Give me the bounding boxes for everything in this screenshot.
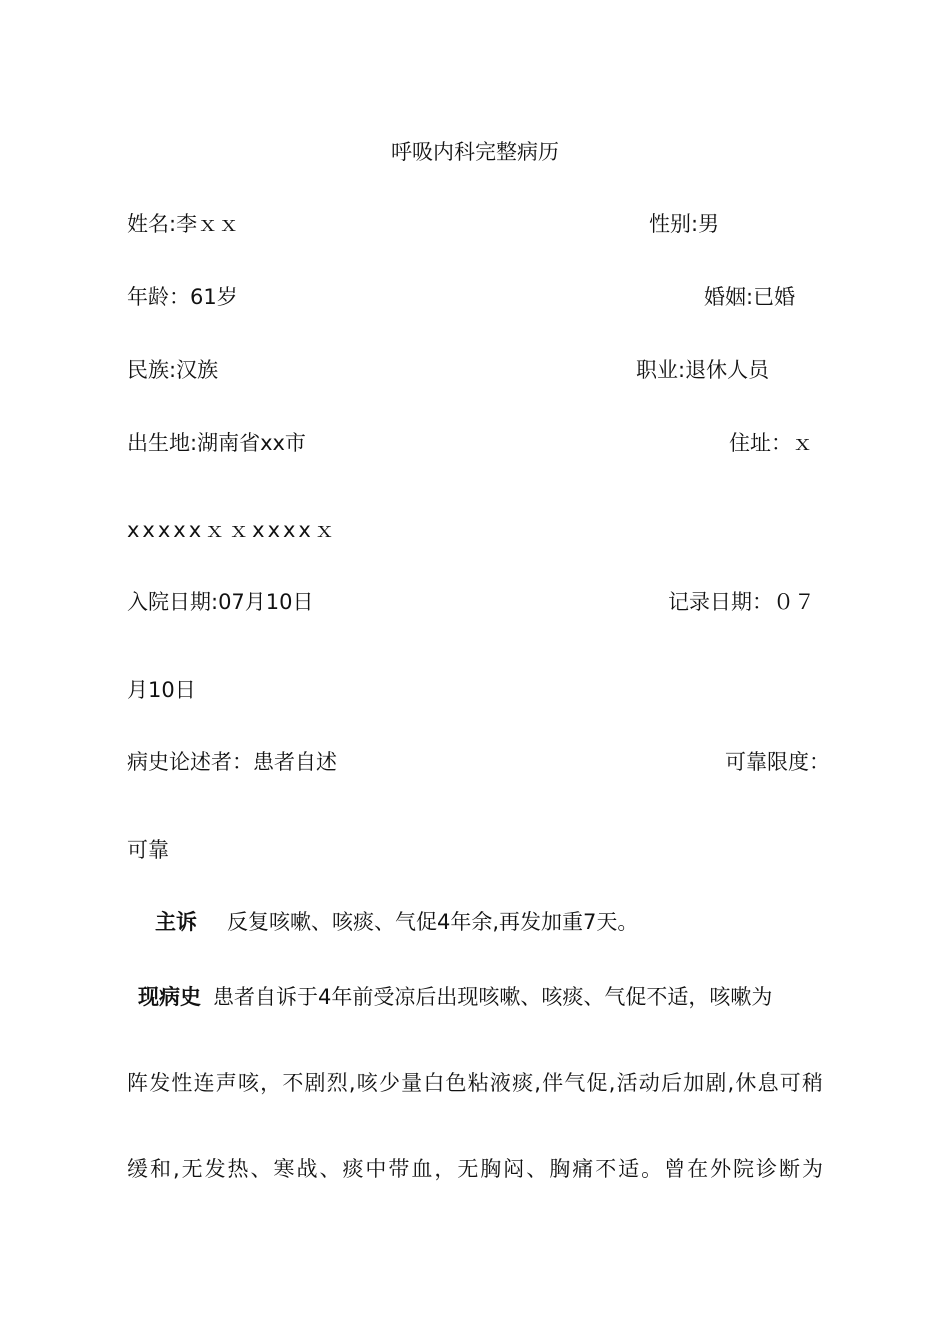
present-illness-first-line — [138, 983, 772, 1011]
patient-address-value: xxxxxｘｘxxxxｘ — [127, 518, 338, 542]
history-narrator: 病史论述者：患者自述 — [127, 750, 337, 774]
chief-complaint — [155, 908, 638, 936]
present-illness-line-2: 阵发性连声咳，不剧烈,咳少量白色粘液痰,伴气促,活动后加剧,休息可稍 — [127, 1071, 823, 1095]
patient-occupation: 职业:退休人员 — [636, 358, 770, 382]
present-illness-line-1: 患者自诉于4年前受凉后出现咳嗽、咳痰、气促不适，咳嗽为 — [213, 985, 773, 1009]
present-illness-line-3: 缓和,无发热、寒战、痰中带血，无胸闷、胸痛不适。曾在外院诊断为 — [127, 1157, 823, 1181]
patient-ethnicity: 民族:汉族 — [127, 358, 219, 382]
patient-age: 年龄：61岁 — [127, 285, 238, 309]
patient-gender: 性别:男 — [649, 212, 720, 236]
patient-birthplace: 出生地:湖南省xx市 — [127, 431, 306, 455]
patient-name: 姓名:李ｘｘ — [127, 212, 240, 236]
chief-complaint-label: 主诉 — [155, 910, 197, 934]
record-date-label: 记录日期：０７ — [668, 590, 815, 614]
chief-complaint-text: 反复咳嗽、咳痰、气促4年余,再发加重7天。 — [227, 910, 639, 934]
admission-date: 入院日期:07月10日 — [127, 590, 314, 614]
page-title: 呼吸内科完整病历 — [391, 140, 559, 164]
patient-marital-status: 婚姻:已婚 — [704, 285, 796, 309]
patient-address-label: 住址：ｘ — [729, 431, 813, 455]
reliability-value: 可靠 — [127, 838, 169, 862]
present-illness-label: 现病史 — [138, 985, 201, 1009]
reliability-label: 可靠限度： — [725, 750, 830, 774]
record-date-value: 月10日 — [127, 678, 196, 702]
